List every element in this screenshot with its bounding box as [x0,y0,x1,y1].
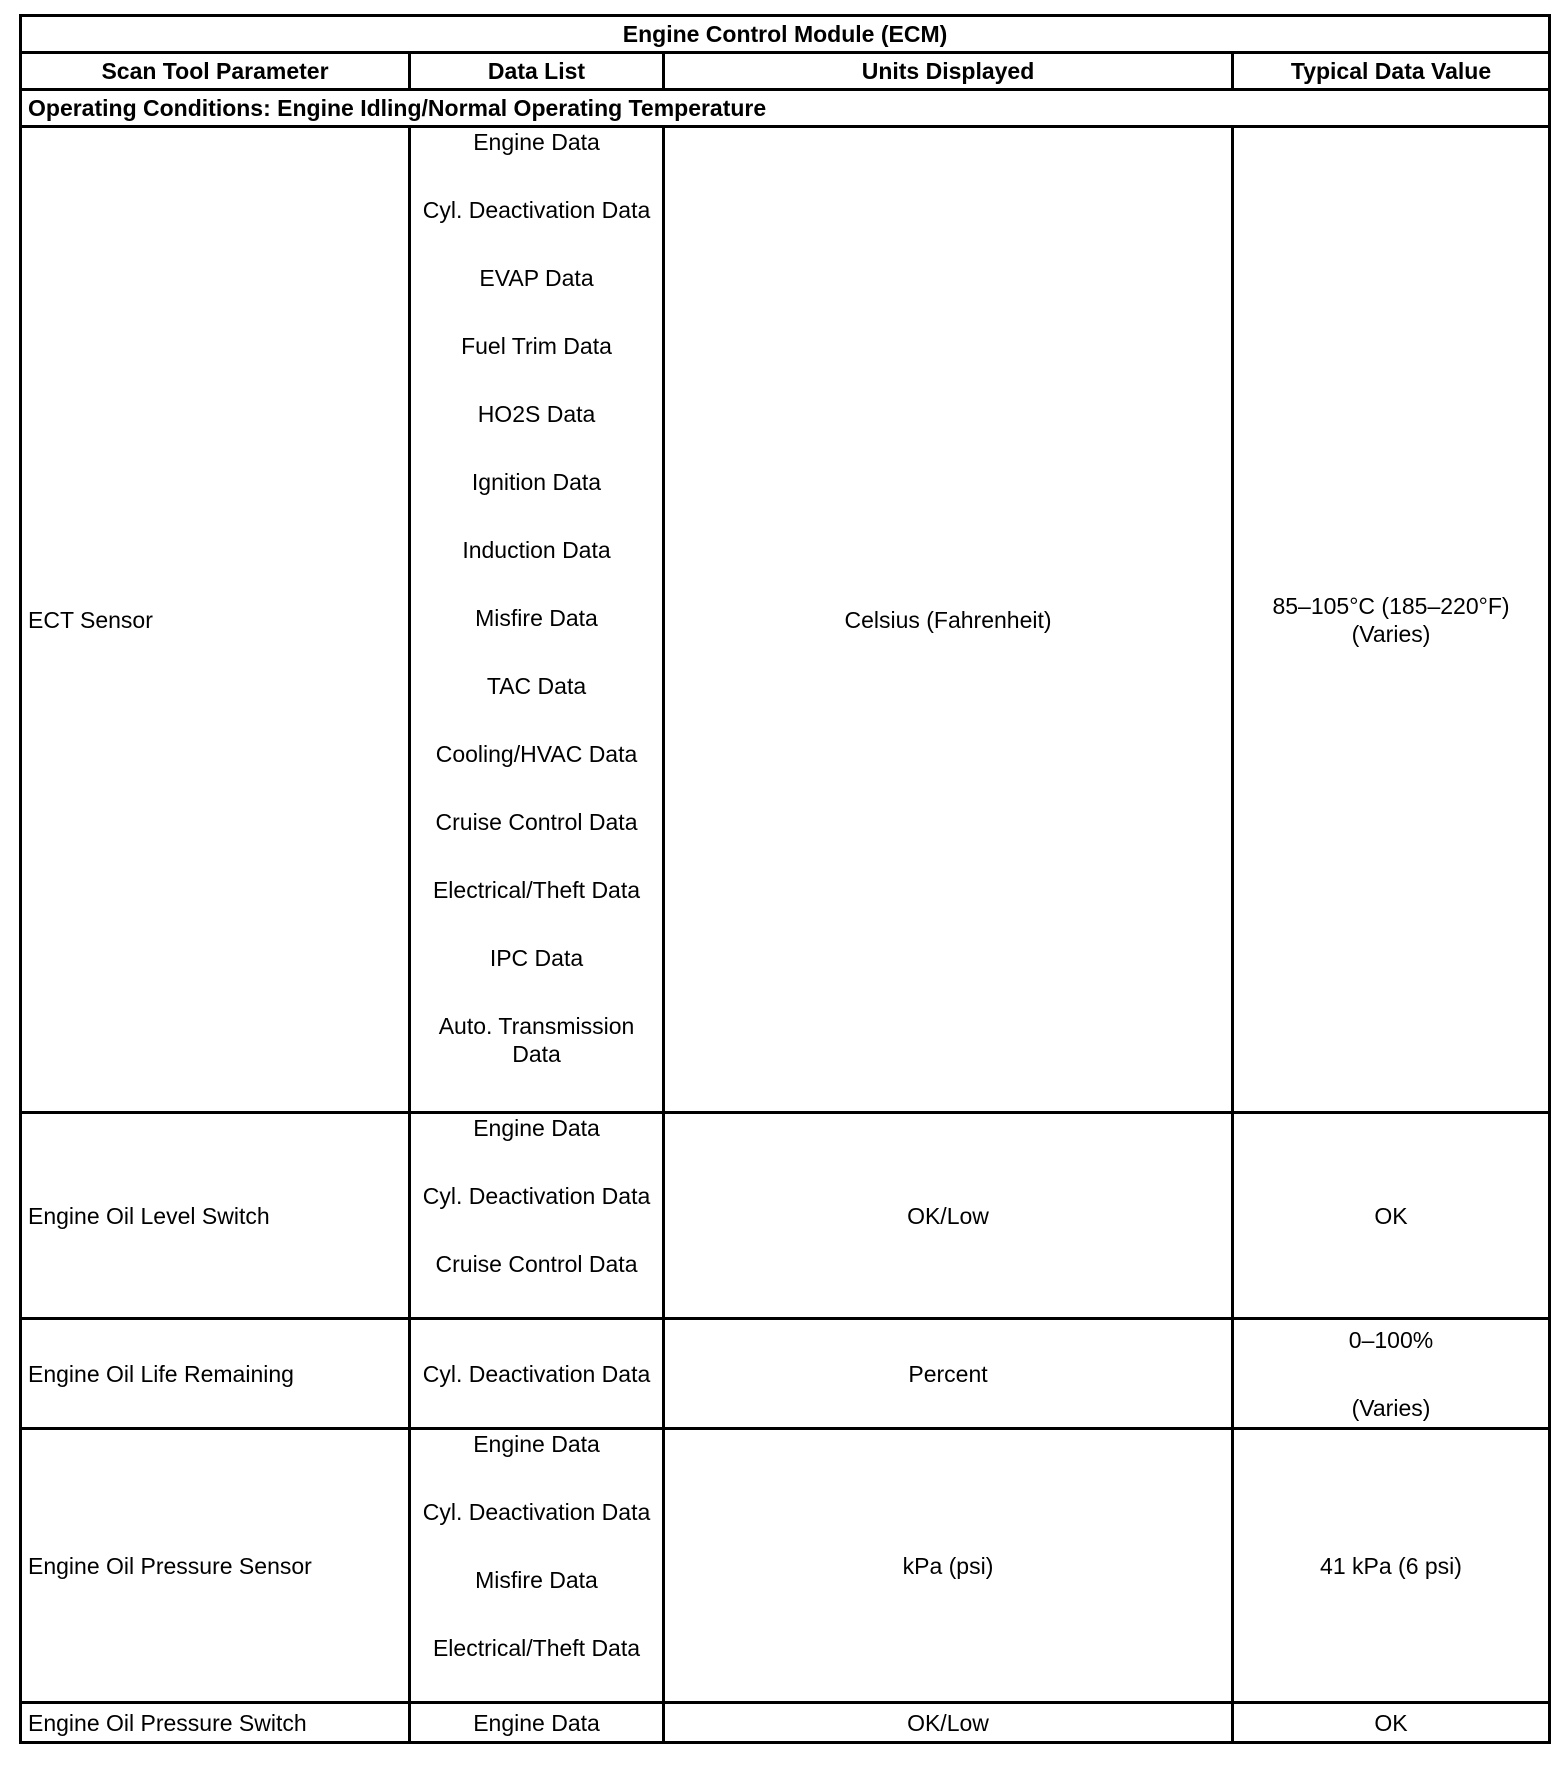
data-list-item: Cyl. Deactivation Data [422,1360,651,1387]
header-scan-tool-parameter: Scan Tool Parameter [21,53,410,90]
data-list-item: Misfire Data [475,605,598,631]
table-title-row [21,16,1550,53]
table-row [21,1319,1550,1429]
units-cell: Celsius (Fahrenheit) [664,127,1233,1113]
data-list-item: Cyl. Deactivation Data [422,1183,651,1209]
units-cell: Percent [664,1319,1233,1429]
data-list-item: Cruise Control Data [435,809,638,835]
typical-value-group [1240,1326,1542,1422]
typical-value-line: 0–100% [1348,1326,1434,1353]
parameter-cell: Engine Oil Life Remaining [21,1319,410,1429]
data-list-item: Cooling/HVAC Data [435,741,638,767]
data-list-item: Misfire Data [475,1567,598,1593]
table-row [21,127,1550,1113]
data-list-item: Engine Data [473,1709,600,1736]
header-data-list: Data List [410,53,664,90]
table-row [21,1703,1550,1743]
parameter-cell: Engine Oil Pressure Sensor [21,1429,410,1703]
data-list-item: Induction Data [462,537,611,563]
data-list-item: Electrical/Theft Data [432,877,641,903]
data-list-item: Cyl. Deactivation Data [422,197,651,223]
data-list-cell [410,1113,664,1319]
data-list-item: HO2S Data [477,401,596,427]
data-list-item: Auto. Transmission Data [438,1013,635,1067]
operating-conditions: Operating Conditions: Engine Idling/Normal Operating Temperature [21,90,1550,127]
typical-value-line: 85–105°C (185–220°F) [1272,592,1510,619]
data-list-item: IPC Data [489,945,584,971]
header-typical-data-value: Typical Data Value [1233,53,1550,90]
data-list-item: Ignition Data [471,469,602,495]
table-title: Engine Control Module (ECM) [21,16,1550,53]
units-cell: OK/Low [664,1703,1233,1743]
table-header-row [21,53,1550,90]
header-units-displayed: Units Displayed [664,53,1233,90]
data-list-item: Engine Data [473,1115,600,1141]
data-list-item: Electrical/Theft Data [432,1635,641,1661]
ecm-data-table [19,14,1551,1744]
data-list-item: Engine Data [473,129,600,155]
units-cell: kPa (psi) [664,1429,1233,1703]
data-list-item: TAC Data [486,673,587,699]
table-row [21,1113,1550,1319]
parameter-cell: ECT Sensor [21,127,410,1113]
table-row [21,1429,1550,1703]
parameter-cell: Engine Oil Pressure Switch [21,1703,410,1743]
typical-value-cell: 41 kPa (6 psi) [1233,1429,1550,1703]
data-list-cell [410,1319,664,1429]
data-list-item: Cruise Control Data [435,1251,638,1277]
parameter-cell: Engine Oil Level Switch [21,1113,410,1319]
typical-value-cell: OK [1233,1703,1550,1743]
data-list-item: EVAP Data [479,265,594,291]
data-list-cell [410,127,664,1113]
operating-conditions-row [21,90,1550,127]
data-list-cell [410,1703,664,1743]
typical-value-cell [1233,127,1550,1113]
data-list-item: Fuel Trim Data [461,333,612,359]
typical-value-note: (Varies) [1351,620,1431,647]
data-list-cell [410,1429,664,1703]
units-cell: OK/Low [664,1113,1233,1319]
data-list-item: Cyl. Deactivation Data [422,1499,651,1525]
data-list-item: Engine Data [473,1431,600,1457]
typical-value-cell: OK [1233,1113,1550,1319]
typical-value-note: (Varies) [1351,1394,1431,1421]
typical-value-cell [1233,1319,1550,1429]
